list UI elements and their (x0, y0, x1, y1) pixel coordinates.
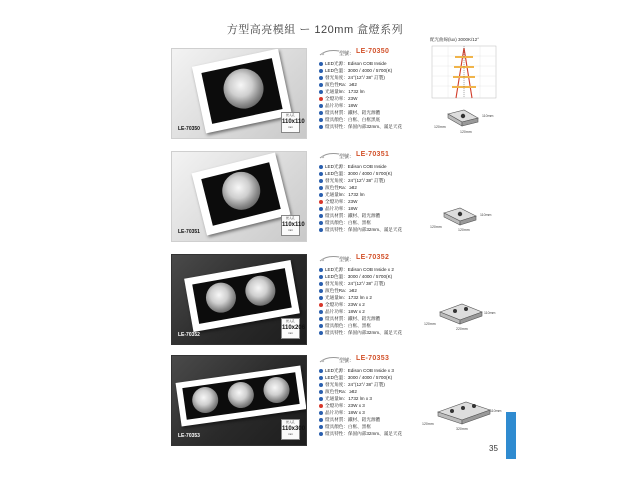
bullet-icon (319, 207, 323, 211)
bullet-icon (319, 411, 323, 415)
spec-line: 燈具材質：鐵材、鋁光源體 (319, 315, 439, 322)
bullet-icon (319, 425, 323, 429)
spec-line: 燈具特性：保固內部32mm、滿足天花 (319, 123, 439, 130)
dim-length: 320mm (456, 427, 468, 431)
model-code: LE-70350 (356, 48, 390, 55)
dim-height: 110mm (480, 213, 492, 217)
dim-width: 120mm (434, 125, 446, 129)
bullet-icon (319, 369, 323, 373)
fixture-frame (176, 365, 307, 426)
bullet-icon (319, 383, 323, 387)
page-accent-bar (506, 412, 516, 459)
bullet-icon (319, 111, 323, 115)
spec-line: 光通量lm：1732 lm (319, 191, 439, 198)
bullet-icon (319, 76, 323, 80)
spec-line: 發光角度：24°(12°/ 38° 訂製) (319, 74, 439, 81)
spec-line: 全燈功率：23W x 3 (319, 402, 439, 409)
spec-line: 晶片功率：18W (319, 205, 439, 212)
dim-length: 220mm (456, 327, 468, 331)
dim-length: 120mm (460, 130, 472, 134)
bullet-icon (319, 268, 323, 272)
spec-line: 光通量lm：1732 lm x 2 (319, 294, 439, 301)
model-prefix: 型號： (339, 257, 355, 263)
spec-line: 光通量lm：1732 lm (319, 88, 439, 95)
product-block-2 (0, 151, 630, 246)
bullet-icon (319, 97, 323, 101)
bullet-icon (319, 179, 323, 183)
bullet-icon (319, 324, 323, 328)
fixture-frame (192, 49, 292, 134)
spec-line: 燈具顏色：白框、白框黑底 (319, 116, 439, 123)
dim-width: 120mm (424, 322, 436, 326)
spec-line: 燈具特性：保固內部32mm、滿足天花 (319, 329, 439, 336)
light-distribution-chart (428, 37, 500, 103)
spec-line: LED色溫：3000 / 4000 / 5700(K) (319, 374, 439, 381)
spec-list (319, 355, 439, 437)
spec-line: 光通量lm：1732 lm x 3 (319, 395, 439, 402)
model-code: LE-70353 (356, 355, 390, 362)
brand-logo-icon (319, 356, 341, 364)
spec-line: 晶片功率：18W x 3 (319, 409, 439, 416)
bullet-icon (319, 228, 323, 232)
dim-width: 120mm (422, 422, 434, 426)
dimension-diagram (428, 205, 504, 235)
model-prefix: 型號： (339, 154, 355, 160)
brand-logo-icon (319, 49, 341, 57)
bullet-icon (319, 172, 323, 176)
fixture-frame (192, 153, 291, 236)
spec-line: 演色性Ra：≥82 (319, 287, 439, 294)
product-block-3 (0, 254, 630, 349)
spec-line: LED色溫：3000 / 4000 / 5700(K) (319, 170, 439, 177)
bullet-icon (319, 69, 323, 73)
model-code: LE-70352 (356, 254, 390, 261)
brand-logo-icon (319, 255, 341, 263)
model-code: LE-70351 (356, 151, 390, 158)
product-photo (171, 48, 307, 139)
product-photo (171, 355, 307, 446)
spec-line: LED色溫：3000 / 4000 / 5700(K) (319, 273, 439, 280)
spec-line: 燈具顏色：白框、黑框 (319, 219, 439, 226)
bullet-icon (319, 221, 323, 225)
spec-line: LED色溫：3000 / 4000 / 5700(K) (319, 67, 439, 74)
spec-line: 演色性Ra：≥82 (319, 388, 439, 395)
spec-line: 全燈功率：23W x 2 (319, 301, 439, 308)
product-block-1 (0, 48, 630, 143)
dim-length: 120mm (458, 228, 470, 232)
spec-line: 全燈功率：23W (319, 198, 439, 205)
bullet-icon (319, 296, 323, 300)
bullet-icon (319, 214, 323, 218)
photo-model-label: LE-70351 (178, 229, 200, 235)
bullet-icon (319, 331, 323, 335)
cutout-size-badge: 崁入孔 110x110 mm (281, 215, 300, 236)
spec-line: 燈具特性：保固內部32mm、滿足天花 (319, 226, 439, 233)
bullet-icon (319, 397, 323, 401)
photo-model-label: LE-70350 (178, 126, 200, 132)
spec-list (319, 48, 439, 130)
bullet-icon (319, 200, 323, 204)
spec-line: 發光角度：24°(12°/ 38° 訂製) (319, 280, 439, 287)
bullet-icon (319, 390, 323, 394)
spec-line: LED光源：Edison COB Inside (319, 163, 439, 170)
spec-list (319, 151, 439, 233)
cutout-size-badge: 崁入孔 110x206 mm (281, 318, 300, 339)
photo-model-label: LE-70352 (178, 332, 200, 338)
page-title: 方型高亮模組 ー 120mm 盒燈系列 (226, 24, 404, 36)
bullet-icon (319, 193, 323, 197)
spec-line: 晶片功率：18W x 2 (319, 308, 439, 315)
bullet-icon (319, 125, 323, 129)
bullet-icon (319, 418, 323, 422)
bullet-icon (319, 62, 323, 66)
model-prefix: 型號： (339, 358, 355, 364)
spec-line: 晶片功率：18W (319, 102, 439, 109)
dim-width: 120mm (430, 225, 442, 229)
spec-line: 全燈功率：23W (319, 95, 439, 102)
bullet-icon (319, 83, 323, 87)
spec-line: 演色性Ra：≥82 (319, 184, 439, 191)
bullet-icon (319, 104, 323, 108)
dimension-diagram (432, 108, 504, 136)
bullet-icon (319, 432, 323, 436)
bullet-icon (319, 90, 323, 94)
spec-line: 燈具顏色：白框、黑框 (319, 322, 439, 329)
spec-line: 燈具材質：鐵材、鋁光源體 (319, 109, 439, 116)
cutout-size-badge: 崁入孔 110x110 mm (281, 112, 300, 133)
spec-list (319, 254, 439, 336)
product-photo (171, 254, 307, 345)
bullet-icon (319, 376, 323, 380)
bullet-icon (319, 317, 323, 321)
dim-height: 110mm (490, 409, 502, 413)
bullet-icon (319, 165, 323, 169)
spec-line: LED光源：Edison COB Inside x 3 (319, 367, 439, 374)
spec-line: 燈具特性：保固內部32mm、滿足天花 (319, 430, 439, 437)
spec-line: LED光源：Edison COB Inside x 2 (319, 266, 439, 273)
product-photo (171, 151, 307, 242)
bullet-icon (319, 186, 323, 190)
product-block-4 (0, 355, 630, 450)
spec-line: 發光角度：24°(12°/ 38° 訂製) (319, 381, 439, 388)
spec-line: 燈具材質：鐵材、鋁光源體 (319, 212, 439, 219)
bullet-icon (319, 289, 323, 293)
page-number: 35 (489, 444, 498, 453)
bullet-icon (319, 310, 323, 314)
cutout-size-badge: 崁入孔 110x300 mm (281, 419, 300, 440)
bullet-icon (319, 118, 323, 122)
dimension-diagram (422, 400, 506, 434)
bullet-icon (319, 404, 323, 408)
bullet-icon (319, 282, 323, 286)
bullet-icon (319, 303, 323, 307)
brand-logo-icon (319, 152, 341, 160)
bullet-icon (319, 275, 323, 279)
spec-line: 演色性Ra：≥82 (319, 81, 439, 88)
dim-height: 110mm (484, 311, 496, 315)
spec-line: 發光角度：24°(12°/ 38° 訂製) (319, 177, 439, 184)
spec-line: 燈具材質：鐵材、鋁光源體 (319, 416, 439, 423)
spec-line: LED光源：Edison COB Inside (319, 60, 439, 67)
photo-model-label: LE-70353 (178, 433, 200, 439)
spec-line: 燈具顏色：白框、黑框 (319, 423, 439, 430)
dim-height: 110mm (482, 114, 494, 118)
chart-header: 配光曲線(lux) 3000K/12° (430, 37, 480, 42)
model-prefix: 型號： (339, 51, 355, 57)
dimension-diagram (422, 302, 502, 334)
